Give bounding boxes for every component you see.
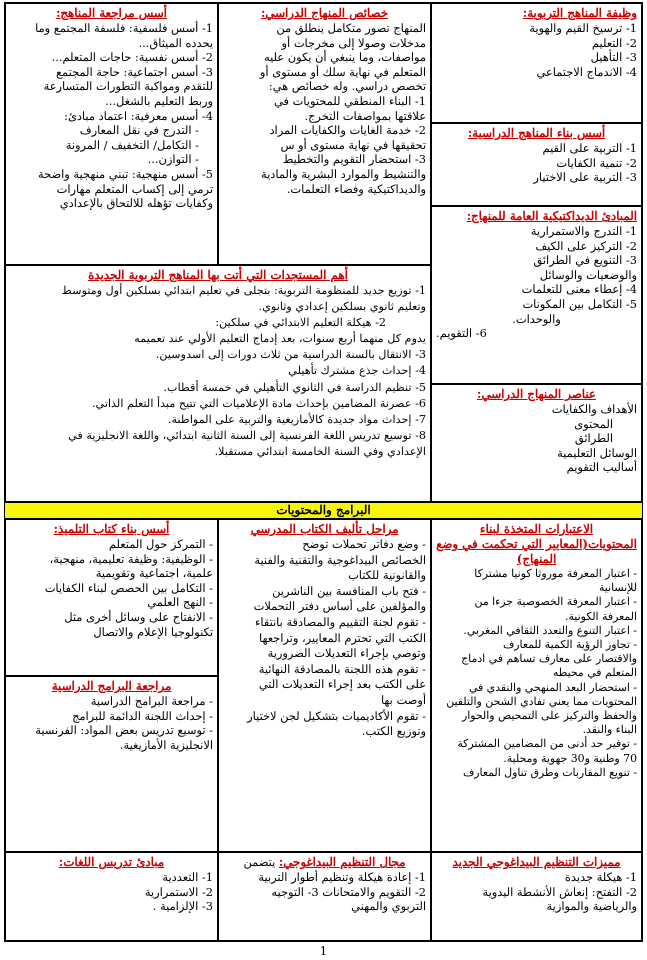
section-pedagogic-organization-scope (218, 852, 431, 941)
section-textbook-stages (218, 519, 431, 852)
section-curriculum-functions (431, 3, 642, 123)
text-line: 2- أسس نفسية: حاجات المتعلم... (51, 50, 213, 65)
text-line: - تقوم الأكاديميات بتشكيل لجن لاختيار (247, 708, 426, 723)
section-curriculum-review-foundations (5, 3, 218, 265)
list-item: 2- تنمية الكفايات (556, 155, 637, 170)
text-line: 1- هيكلة جديدة (564, 870, 637, 884)
text-line: للإنسانية (598, 581, 637, 595)
text-line: المعرفة الكونية. (564, 609, 637, 623)
text-line: والاقتصار على معارف تساهم في ادماج (461, 652, 637, 666)
text-line: - التكامل/ التخفيف / المرونة (65, 137, 199, 152)
text-line: 2- التقويم والامتحانات 3- التوجيه (271, 884, 426, 899)
text-line: والرياضية والموازية (546, 899, 637, 914)
text-line: - تقوم لجنة التقييم والمصادقة بانتقاء (254, 614, 426, 629)
text-line: تكنولوجيا الإعلام والاتصال (93, 624, 213, 639)
text-line: 3- الانتقال بالسنة الدراسية من ثلاث دورات إلى اسدوسين. (155, 348, 426, 362)
text-line: - وضع دفاتر تحملات توضح (302, 537, 426, 551)
list-item: 3- التربية على الاختيار (533, 170, 637, 185)
list-item: 4- إعطاء معنى للتعلمات (521, 282, 637, 297)
text-line: 7- إحداث مواد جديدة كالأمازيغية والتربية على المواطنة. (167, 412, 426, 426)
text-line: - الانفتاح على وسائل أخرى مثل (64, 609, 213, 624)
list-item: 4- الاندماج الاجتماعي (536, 64, 637, 79)
list-item: والوضعيات والوسائل (539, 267, 637, 282)
text-line: والتنشيط والموارد البشرية والمادية (261, 166, 426, 181)
text-line: مواصفات، وما ينبغي أن يكون عليه (263, 50, 426, 65)
text-line: والقانونية للكتاب (348, 568, 426, 583)
text-line: المتعلم في نهاية سلك أو مستوى أو (259, 64, 426, 79)
text-line: وتوصي بإجراء التعديلات الضرورية (267, 646, 426, 661)
list-item: الطرائق (574, 431, 613, 446)
text-line: مدخلات وصولا إلى مخرجات أو (281, 35, 426, 50)
text-line: 1- إعادة هيكلة وتنظيم أطوار التربية (258, 870, 426, 884)
section-content-considerations (431, 519, 642, 852)
summary-sheet (4, 2, 643, 942)
text-line: الكتب التي تحترم المعايير، وتراجعها (258, 630, 426, 645)
text-line: 3- أسس اجتماعية: حاجة المجتمع (55, 64, 213, 79)
text-line: 6- عصرنة المضامين بإحداث مادة الإعلاميات التي تتيح مبدأ التعلم الذاتي. (91, 396, 426, 410)
section-new-developments (5, 265, 431, 502)
text-line: - فتح باب المنافسة بين الناشرين (272, 583, 426, 598)
list-item: 3- التنويع في الطرائق (533, 253, 637, 268)
list-item: الأهداف والكفايات (551, 402, 637, 416)
section-title: الاعتبارات المتخذة لبناء المحتويات(المعايير التي تحكمت في وضع المنهاج) (436, 522, 637, 566)
text-line: - التمركز حول المتعلم (108, 537, 213, 551)
text-line: - إحداث اللجنة الدائمة للبرامج (72, 708, 213, 723)
text-line: 2- الاستمرارية (144, 884, 213, 899)
text-line: المنهاج تصور متكامل ينطلق من (276, 21, 426, 35)
text-line: الخصائص البيداغوجية والتقنية والفنية (254, 552, 426, 567)
section-title: أسس مراجعة المناهج: (56, 6, 167, 20)
text-line: - تقوم هذه اللجنة بالمصادقة النهائية (258, 661, 426, 676)
list-item: المحتوى (574, 416, 613, 431)
text-line: - توسيع تدريس بعض المواد: الفرنسية (35, 723, 213, 738)
list-item: 5- التكامل بين المكونات (522, 296, 637, 311)
section-title: أهم المستجدات التي أتت بها المناهج التربوية الجديدة (88, 268, 348, 282)
text-line: على الكتب بعد إجراء التعديلات التي (258, 677, 426, 692)
text-line: والمؤلفين على أساس دفتر التحملات (253, 599, 426, 614)
text-line: - التكامل بين الحصص لبناء الكفايات (44, 580, 213, 595)
section-title: مجال التنظيم البيداغوجي: (278, 855, 406, 869)
section-title: وظيفة المناهج التربوية: (522, 6, 637, 20)
text-line: 3- استحضار التقويم والتخطيط (282, 152, 426, 167)
text-line: يحدده الميثاق... (138, 35, 213, 50)
text-line: وتعليم ثانوي بسلكين إعدادي وثانوي. (258, 300, 426, 314)
section-title: مميزات التنظيم البيداغوجي الجديد (452, 855, 621, 869)
text-line: 70 وطنية و30 جهوية ومحلية. (503, 751, 637, 765)
text-line: - توفير حد أدنى من المضامين المشتركة (457, 737, 637, 751)
section-didactic-principles (431, 206, 642, 384)
text-line: - اعتبار التنوع والتعدد الثقافي المغربي. (463, 623, 637, 637)
text-line: - النهج العلمي (147, 595, 213, 610)
text-line: وكفايات تؤهله للالتحاق بالإعدادي (59, 196, 213, 211)
text-line: 3- الإلزامية . (152, 899, 213, 914)
section-curriculum-elements (431, 384, 642, 502)
text-line: - الوظيفية: وظيفة تعليمية، منهجية، (49, 551, 213, 566)
text-line: علاقتها بمواصفات التخرج. (304, 108, 426, 123)
section-new-pedagogic-organization (431, 852, 642, 941)
text-line: 4- إحداث جذع مشترك تأهيلي (288, 364, 426, 378)
list-item: 6- التقويم. (436, 326, 487, 341)
text-line: المتعلم في محيطه (552, 666, 637, 680)
text-line: 2- التفتح: إنعاش الأنشطة اليدوية (482, 884, 637, 899)
text-line: المحتويات مما يعني تفادي الشحن والتلقين (446, 694, 637, 708)
text-line: 4- أسس معرفية: اعتماد مبادئ: (64, 108, 213, 123)
text-line: 5- تنظيم الدراسة في الثانوي التأهيلي في خمسة أقطاب. (163, 380, 426, 394)
list-item: 2- التركيز على الكيف (535, 238, 637, 253)
text-line: الإعدادي وفي السنة الخامسة ابتدائي مستقبلا. (214, 444, 426, 458)
section-title: أسس بناء المناهج الدراسية: (467, 126, 606, 140)
section-title: عناصر المنهاج الدراسي: (477, 387, 596, 401)
section-language-teaching-principles (5, 852, 218, 941)
text-line: - تجاوز الرؤية الكمية للمعارف (502, 638, 637, 652)
section-heading (223, 855, 426, 870)
text-line: والديداكتيكية وفضاء التعلمات. (286, 181, 426, 196)
text-line: للتقدم ومواكبة التطورات المتسارعة (43, 79, 213, 94)
text-line: - استحضار البعد المنهجي والنقدي في (468, 680, 637, 694)
list-item: 2- التعليم (591, 35, 637, 50)
section-title-suffix: يتضمن (243, 855, 279, 869)
text-line: 8- توسيع تدريس اللغة الفرنسية إلى السنة الثانية ابتدائي، واللغة الانجليزية في (68, 428, 426, 442)
text-line: - تنويع المقاربات وطرق تناول المعارف (462, 765, 637, 779)
section-title: خصائص المنهاج الدراسي: (260, 6, 389, 20)
list-item: أساليب التقويم (566, 460, 637, 475)
list-item: 1- التربية على القيم (542, 141, 637, 155)
list-item: 1- ترسيخ القيم والهوية (529, 21, 637, 35)
programs-contents-band: البرامج والمحتويات (5, 502, 642, 519)
list-item: 1- التدرج والاستمرارية (530, 224, 637, 238)
text-line: علمية، اجتماعية وتقويمية (95, 566, 213, 581)
text-line: تحقيقها في نهاية مستوى أو س (280, 137, 426, 152)
list-item: والوحدات. (512, 311, 561, 326)
text-line: 2- خدمة الغايات والكفايات المراد (269, 123, 426, 138)
section-programs-review (5, 676, 218, 852)
section-curriculum-foundations (431, 123, 642, 206)
section-title: المبادئ الديداكتيكية العامة للمنهاج: (466, 209, 637, 223)
text-line: وتوزيع الكتب. (361, 724, 426, 739)
text-line: تخصص دراسي. وله خصائص هي: (268, 79, 426, 94)
text-line: والحفظ والتركيز على التمحيص والحوار (461, 709, 637, 723)
text-line: - مراجعة البرامج الدراسية (90, 694, 213, 708)
text-line: التربوي والمهني (351, 899, 426, 914)
text-line: - اعتبار المعرفة موروثا كونيا مشتركا (474, 567, 637, 580)
text-line: 5- أسس منهجية: تبني منهجية واضحة (38, 166, 213, 181)
text-line: ترمي إلى إكساب المتعلم مهارات (56, 181, 213, 196)
text-line: وربط التعليم بالشغل... (105, 93, 213, 108)
text-line: 1- التعددية (162, 870, 213, 884)
section-curriculum-characteristics (218, 3, 431, 265)
text-line: البناء والنقد. (582, 723, 637, 737)
section-title: مبادئ تدريس اللغات: (58, 855, 165, 869)
text-line: 2- هيكلة التعليم الابتدائي في سلكين: (215, 316, 386, 330)
text-line: يدوم كل منهما أربع سنوات، بعد إدماج التعليم الأولي عند تعميمه (134, 332, 426, 346)
section-title: مراجعة البرامج الدراسية (51, 679, 172, 693)
text-line: 1- أسس فلسفية: فلسفة المجتمع وما (35, 21, 213, 35)
text-line: 1- البناء المنطقي للمحتويات في (274, 93, 426, 108)
list-item: 3- التأهيل (590, 50, 637, 65)
section-title: مراحل تأليف الكتاب المدرسي (250, 522, 399, 536)
section-student-book-foundations (5, 519, 218, 676)
text-line: - التوازن... (147, 152, 199, 167)
section-title: أسس بناء كتاب التلميذ: (53, 522, 170, 536)
text-line: - اعتبار المعرفة الخصوصية جزءا من (474, 595, 637, 609)
text-line: أوصت بها (380, 692, 426, 707)
text-line: 1- توزيع جديد للمنظومة التربوية: بتجلى في تعليم ابتدائي بسلكين أول ومتوسط (61, 284, 426, 297)
text-line: الانجليزية الأمازيغية. (119, 737, 213, 752)
text-line: - التدرج في نقل المعارف (79, 123, 199, 138)
page-number: 1 (319, 944, 328, 958)
list-item: الوسائل التعليمية (557, 445, 637, 460)
